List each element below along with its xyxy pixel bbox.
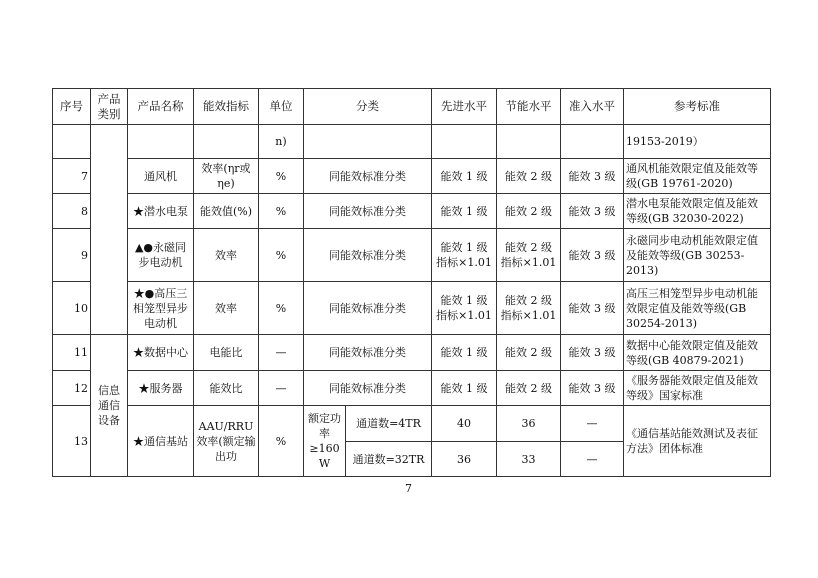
classification-cell — [304, 125, 432, 159]
category-cell — [91, 125, 128, 335]
advanced-level-cell — [432, 125, 497, 159]
table-row — [53, 125, 771, 159]
header-class: 分类 — [304, 89, 432, 125]
advanced-level-cell: 能效 1 级 — [432, 371, 497, 406]
seq-cell: 7 — [53, 159, 91, 194]
page-number: 7 — [405, 482, 412, 495]
seq-cell: 8 — [53, 194, 91, 229]
product-name-cell: ★数据中心 — [128, 335, 194, 371]
header-seq: 序号 — [53, 89, 91, 125]
saving-level-cell: 36 — [497, 406, 561, 442]
metric-cell: 效率 — [194, 229, 259, 282]
header-row — [53, 89, 771, 125]
entry-level-cell: 能效 3 级 — [561, 194, 624, 229]
saving-level-cell: 33 — [497, 442, 561, 477]
table-row — [53, 406, 771, 442]
standard-cell: 潜水电泵能效限定值及能效等级(GB 32030-2022) — [624, 194, 771, 229]
product-name-cell: ★通信基站 — [128, 406, 194, 477]
metric-cell: 效率(ηr或ηe) — [194, 159, 259, 194]
classification-cell: 同能效标准分类 — [304, 194, 432, 229]
seq-cell: 9 — [53, 229, 91, 282]
seq-cell: 13 — [53, 406, 91, 477]
saving-level-cell: 能效 2 级 指标×1.01 — [497, 282, 561, 335]
entry-level-cell: 能效 3 级 — [561, 159, 624, 194]
metric-cell: 电能比 — [194, 335, 259, 371]
energy-efficiency-table — [52, 88, 771, 477]
classification-cell: 同能效标准分类 — [304, 229, 432, 282]
standard-cell: 《服务器能效限定值及能效等级》国家标准 — [624, 371, 771, 406]
entry-level-cell: 能效 3 级 — [561, 335, 624, 371]
standard-cell: 数据中心能效限定值及能效等级(GB 40879-2021) — [624, 335, 771, 371]
header-entry: 准入水平 — [561, 89, 624, 125]
standard-cell: 永磁同步电动机能效限定值及能效等级(GB 30253-2013) — [624, 229, 771, 282]
unit-cell: — — [259, 371, 304, 406]
advanced-level-cell: 36 — [432, 442, 497, 477]
metric-cell: 能效值(%) — [194, 194, 259, 229]
metric-cell — [194, 125, 259, 159]
unit-cell: % — [259, 194, 304, 229]
advanced-level-cell: 能效 1 级 — [432, 335, 497, 371]
table-row — [53, 371, 771, 406]
metric-cell: 能效比 — [194, 371, 259, 406]
unit-cell: n) — [259, 125, 304, 159]
seq-cell — [53, 125, 91, 159]
table-row — [53, 335, 771, 371]
advanced-level-cell: 40 — [432, 406, 497, 442]
classification-cell: 同能效标准分类 — [304, 371, 432, 406]
header-unit: 单位 — [259, 89, 304, 125]
product-name-cell: ★潜水电泵 — [128, 194, 194, 229]
entry-level-cell: — — [561, 406, 624, 442]
advanced-level-cell: 能效 1 级 — [432, 194, 497, 229]
seq-cell: 11 — [53, 335, 91, 371]
unit-cell: % — [259, 282, 304, 335]
product-name-cell: ★●高压三相笼型异步电动机 — [128, 282, 194, 335]
classification-cell: 同能效标准分类 — [304, 335, 432, 371]
saving-level-cell: 能效 2 级 — [497, 194, 561, 229]
product-name-cell: 通风机 — [128, 159, 194, 194]
standard-cell: 高压三相笼型异步电动机能效限定值及能效等级(GB 30254-2013) — [624, 282, 771, 335]
entry-level-cell: 能效 3 级 — [561, 282, 624, 335]
seq-cell: 10 — [53, 282, 91, 335]
standard-cell: 通风机能效限定值及能效等级(GB 19761-2020) — [624, 159, 771, 194]
header-saving: 节能水平 — [497, 89, 561, 125]
saving-level-cell — [497, 125, 561, 159]
unit-cell: — — [259, 335, 304, 371]
advanced-level-cell: 能效 1 级 — [432, 159, 497, 194]
entry-level-cell: 能效 3 级 — [561, 229, 624, 282]
header-name: 产品名称 — [128, 89, 194, 125]
header-category: 产品类别 — [91, 89, 128, 125]
unit-cell: % — [259, 229, 304, 282]
table-row — [53, 194, 771, 229]
condition-cell: 额定功率≥160 W — [304, 406, 346, 477]
entry-level-cell: — — [561, 442, 624, 477]
product-name-cell: ▲●永磁同步电动机 — [128, 229, 194, 282]
table-row — [53, 159, 771, 194]
product-name-cell: ★服务器 — [128, 371, 194, 406]
channel-label-cell: 通道数=4TR — [346, 406, 432, 442]
advanced-level-cell: 能效 1 级 指标×1.01 — [432, 229, 497, 282]
product-name-cell — [128, 125, 194, 159]
category-cell: 信息通信设备 — [91, 335, 128, 477]
saving-level-cell: 能效 2 级 指标×1.01 — [497, 229, 561, 282]
advanced-level-cell: 能效 1 级 指标×1.01 — [432, 282, 497, 335]
standard-cell: 《通信基站能效测试及表征方法》团体标准 — [624, 406, 771, 477]
classification-cell: 同能效标准分类 — [304, 282, 432, 335]
standard-cell: 19153-2019） — [624, 125, 771, 159]
entry-level-cell: 能效 3 级 — [561, 371, 624, 406]
table-row — [53, 229, 771, 282]
metric-cell: 效率 — [194, 282, 259, 335]
header-advanced: 先进水平 — [432, 89, 497, 125]
seq-cell: 12 — [53, 371, 91, 406]
saving-level-cell: 能效 2 级 — [497, 159, 561, 194]
saving-level-cell: 能效 2 级 — [497, 335, 561, 371]
header-standard: 参考标准 — [624, 89, 771, 125]
header-metric: 能效指标 — [194, 89, 259, 125]
saving-level-cell: 能效 2 级 — [497, 371, 561, 406]
table-row — [53, 282, 771, 335]
entry-level-cell — [561, 125, 624, 159]
classification-cell: 同能效标准分类 — [304, 159, 432, 194]
metric-cell: AAU/RRU 效率(额定输出功 — [194, 406, 259, 477]
channel-label-cell: 通道数=32TR — [346, 442, 432, 477]
unit-cell: % — [259, 406, 304, 477]
unit-cell: % — [259, 159, 304, 194]
